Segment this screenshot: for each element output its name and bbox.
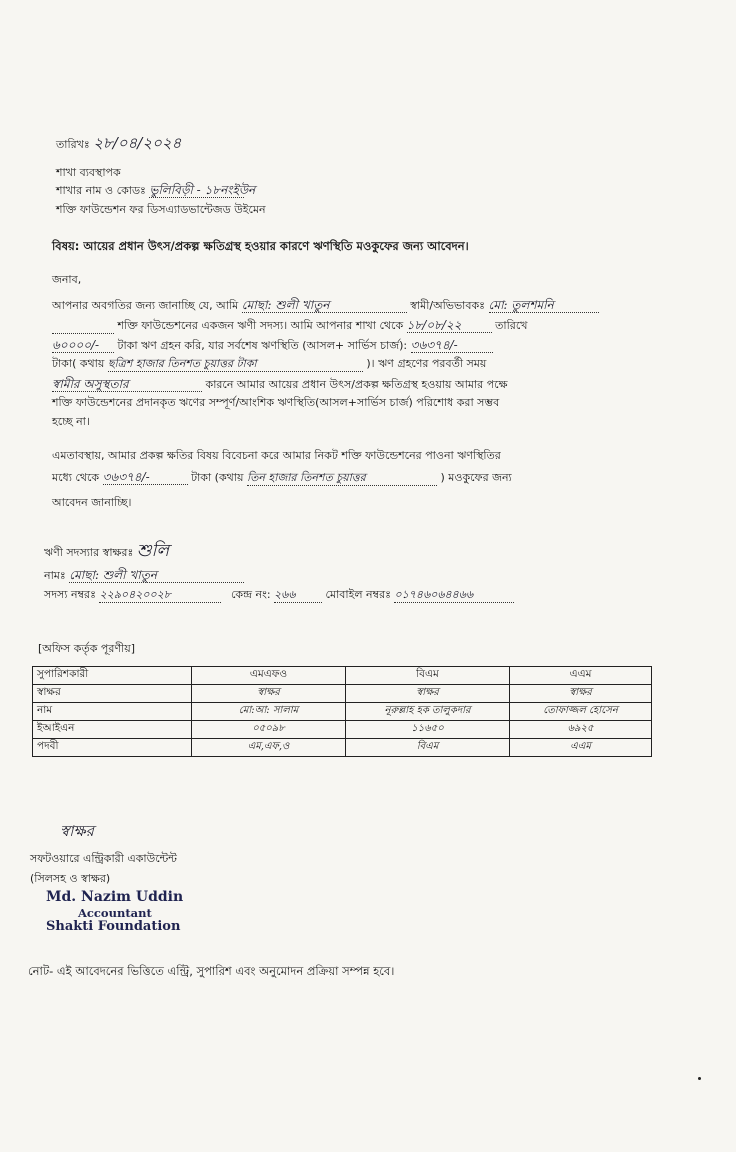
member-numbers-line: সদস্য নম্বরঃ ২২৯০৪২০০২৮ কেন্দ্র নং: ২৬৬ মোবাইল নম্বরঃ ০১৭৪৬০৬৪৪৬৬: [44, 588, 514, 603]
ein-cell: ১১৬৫০: [346, 721, 510, 739]
table-row: [33, 685, 652, 703]
loan-amount-filled: ৬০০০০/-: [52, 338, 114, 353]
ein-cell: ০৫০৯৮: [192, 721, 346, 739]
para1-line6: শক্তি ফাউন্ডেশনের প্রদানকৃত ঋণের সম্পূর্ণ/আংশিক ঋণস্থিতি(আসল+সার্ভিস চার্জ) পরিশোধ করা সম্ভব: [52, 396, 500, 409]
kendra-value: ২৬৬: [274, 588, 322, 603]
date-line: [56, 136, 181, 152]
mobile-value: ০১৭৪৬০৬৪৪৬৬: [394, 588, 514, 603]
member-sig-line: ঋণী সদস্যার স্বাক্ষরঃ শুলি: [44, 541, 170, 561]
member-name-line: নামঃ মোছা: শুলী খাতুন: [44, 568, 244, 583]
row-label: পদবী: [33, 739, 192, 757]
col-bm: বিএম: [346, 667, 510, 685]
table-row: [33, 739, 652, 757]
waive-words-filled: তিন হাজার তিনশত চুয়াত্তর: [247, 471, 437, 486]
subject-line: বিষয়: আয়ের প্রধান উৎস/প্রকল্প ক্ষতিগ্রস্থ হওয়ার কারণে ঋণস্থিতি মওকুফের জন্য আবেদন।: [52, 239, 469, 253]
member-name-filled: মোছা: শুলী খাতুন: [242, 298, 407, 313]
waive-amount-filled: ৩৬৩৭৪/-: [103, 470, 188, 485]
date-label: তারিখঃ: [56, 138, 90, 151]
accountant-signature: স্বাক্ষর: [60, 822, 94, 840]
stamp-name: Md. Nazim Uddin: [46, 889, 184, 905]
para1-line3: ৬০০০০/- টাকা ঋণ গ্রহন করি, যার সর্বশেষ ঋণস্থিতি (আসল+ সার্ভিস চার্জ): ৩৬৩৭৪/-: [52, 338, 493, 353]
signature-cell: স্বাক্ষর: [346, 685, 510, 703]
balance-filled: ৩৬৩৭৪/-: [411, 338, 493, 353]
date-value: ২৮/০৪/২০২৪: [93, 134, 182, 152]
table-row: [33, 703, 652, 721]
signature-cell: স্বাক্ষর: [192, 685, 346, 703]
amount-words-filled: ছত্রিশ হাজার তিনশত চুয়াত্তর টাকা: [108, 357, 363, 372]
table-header-row: [33, 667, 652, 685]
member-no-value: ২২৯০৪২০০২৮: [99, 588, 221, 603]
member-name-value: মোছা: শুলী খাতুন: [69, 568, 244, 583]
signature-cell: স্বাক্ষর: [510, 685, 652, 703]
org-line: শক্তি ফাউন্ডেশন ফর ডিসএ্যাডভান্টেজড উইমেন: [56, 203, 266, 216]
member-signature: শুলি: [136, 541, 170, 561]
reason-filled: স্বামীর অসুস্থতার: [52, 377, 202, 392]
designation-cell: এএম: [510, 739, 652, 757]
branch-name-label: শাখার নাম ও কোডঃ: [56, 184, 146, 197]
table-row: [33, 721, 652, 739]
name-cell: মো:আ: সালাম: [192, 703, 346, 721]
para2-line3: আবেদন জানাচ্ছি।: [52, 496, 132, 509]
name-cell: নূরুল্লাহ হক তালুকদার: [346, 703, 510, 721]
guardian-filled: মো: তুলশমনি: [489, 298, 599, 313]
designation-cell: বিএম: [346, 739, 510, 757]
col-mfo: এমএফও: [192, 667, 346, 685]
speck-dot: [698, 1077, 701, 1080]
office-heading: [অফিস কর্তৃক পূরণীয়]: [38, 642, 135, 655]
row-label: ইআইএন: [33, 721, 192, 739]
para2-line2: মধ্যে থেকে ৩৬৩৭৪/- টাকা (কথায় তিন হাজার তিনশত চুয়াত্তর ) মওকুফের জন্য: [52, 470, 512, 484]
loan-date-filled: ১৮/০৮/২২: [407, 318, 492, 333]
branch-name-value: ভুলিবিড়ী - ১৮নংইউন: [149, 183, 256, 197]
stamp-title: Accountant: [78, 906, 152, 920]
branch-name-line: [56, 183, 256, 198]
salutation: জনাব,: [52, 273, 82, 286]
seal-note: (সিলসহ ও স্বাক্ষর): [30, 872, 111, 885]
para1-line7: হচ্ছে না।: [52, 415, 90, 428]
para1-line1: আপনার অবগতির জন্য জানাচ্ছি যে, আমি মোছা: শুলী খাতুন স্বামী/অভিভাবকঃ মো: তুলশমনি: [52, 298, 599, 313]
branch-manager: শাখা ব্যবস্থাপক: [56, 166, 121, 179]
para2-line1: এমতাবস্থায়, আমার প্রকল্প ক্ষতির বিষয় বিবেচনা করে আমার নিকট শক্তি ফাউন্ডেশনের পাওনা ঋণস্থিতির: [52, 449, 501, 462]
para1-line4: টাকা( কথায় ছত্রিশ হাজার তিনশত চুয়াত্তর টাকা )। ঋণ গ্রহণের পরবর্তী সময়: [52, 357, 487, 370]
para1-line5: স্বামীর অসুস্থতার কারনে আমার আয়ের প্রধান উৎস/প্রকল্প ক্ষতিগ্রস্থ হওয়ায় আমার পক্ষে: [52, 377, 508, 391]
footer-note: নোট- এই আবেদনের ভিত্তিতে এন্ট্রি, সুপারিশ এবং অনুমোদন প্রক্রিয়া সম্পন্ন হবে।: [28, 964, 395, 978]
col-recommender: সুপারিশকারী: [33, 667, 192, 685]
accountant-role: সফটওয়ারে এন্ট্রিকারী একাউন্টেন্ট: [30, 852, 177, 865]
designation-cell: এম,এফ,ও: [192, 739, 346, 757]
ein-cell: ৬৯২৫: [510, 721, 652, 739]
stamp-org: Shakti Foundation: [46, 919, 181, 934]
name-cell: তোফাজ্জল হোসেন: [510, 703, 652, 721]
col-am: এএম: [510, 667, 652, 685]
para1-line2: শক্তি ফাউন্ডেশনের একজন ঋণী সদস্য। আমি আপনার শাখা থেকে ১৮/০৮/২২ তারিখে: [52, 318, 527, 334]
office-table: [32, 666, 652, 757]
row-label: নাম: [33, 703, 192, 721]
row-label: স্বাক্ষর: [33, 685, 192, 703]
